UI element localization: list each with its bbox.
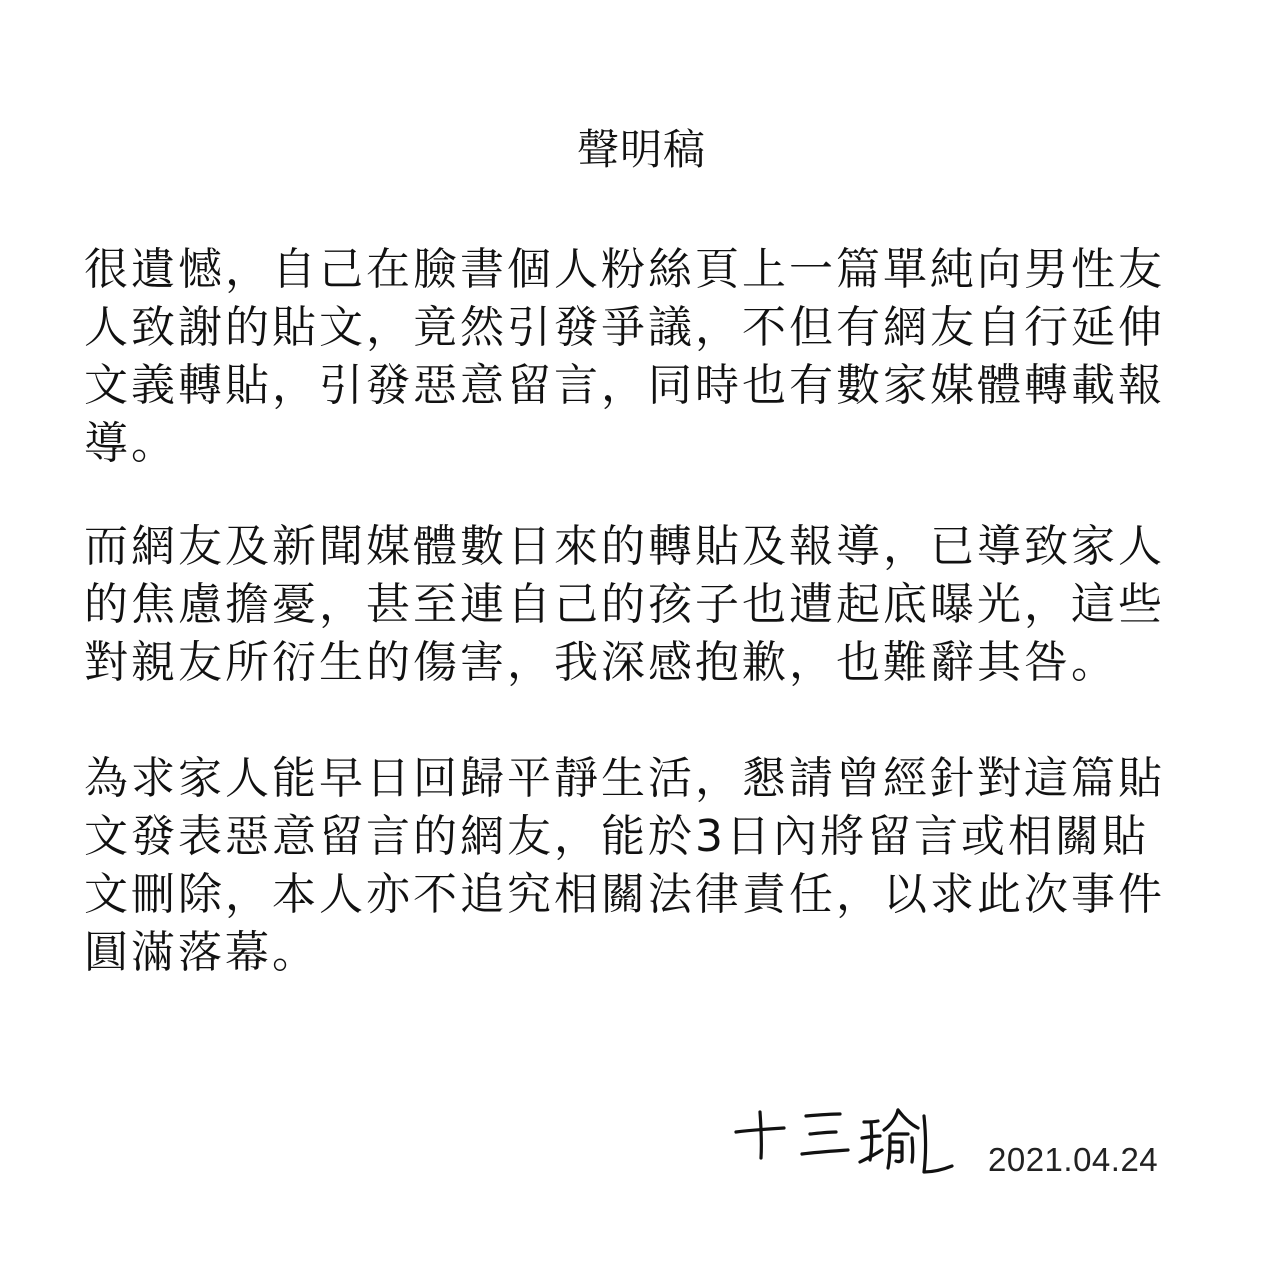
- paragraph-line: 圓滿落幕。: [84, 927, 319, 978]
- handwritten-signature: [728, 1096, 988, 1186]
- paragraph-3: [84, 750, 1214, 982]
- paragraph-2: [84, 518, 1214, 692]
- paragraph-line: 文發表惡意留言的網友，能於3日內將留言或相關貼: [84, 811, 1149, 862]
- paragraph-line: 對親友所衍生的傷害，我深感抱歉，也難辭其咎。: [84, 637, 1118, 688]
- paragraph-line: 導。: [84, 418, 178, 469]
- document-title: 聲明稿: [576, 125, 706, 174]
- paragraph-line: 而網友及新聞媒體數日來的轉貼及報導，已導致家人: [84, 521, 1165, 572]
- paragraph-line: 很遺憾，自己在臉書個人粉絲頁上一篇單純向男性友: [84, 244, 1165, 295]
- paragraph-line: 文義轉貼，引發惡意留言，同時也有數家媒體轉載報: [84, 360, 1165, 411]
- paragraph-line: 文刪除，本人亦不追究相關法律責任，以求此次事件: [84, 869, 1165, 920]
- paragraph-line: 為求家人能早日回歸平靜生活，懇請曾經針對這篇貼: [84, 753, 1165, 804]
- paragraph-1: [84, 241, 1214, 473]
- signature-date: 2021.04.24: [988, 1141, 1159, 1178]
- paragraph-line: 的焦慮擔憂，甚至連自己的孩子也遭起底曝光，這些: [84, 579, 1165, 630]
- paragraph-line: 人致謝的貼文，竟然引發爭議，不但有網友自行延伸: [84, 302, 1165, 353]
